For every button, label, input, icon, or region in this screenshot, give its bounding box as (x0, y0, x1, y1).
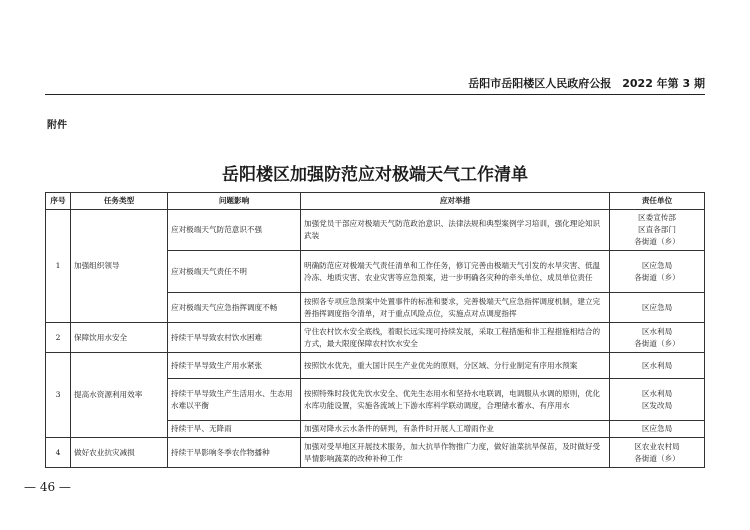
page-header: 岳阳市岳阳楼区人民政府公报 2022 年第 3 期 (45, 74, 705, 95)
work-list-table (45, 192, 705, 468)
unit-cell: 区水利局 区发改局 (610, 379, 705, 421)
row-number: 4 (46, 438, 71, 468)
unit-cell: 区委宣传部 区直各部门 各街道（乡） (610, 210, 705, 251)
column-header: 问题影响 (168, 193, 301, 210)
unit-cell: 区应急局 (610, 293, 705, 323)
impact-cell: 持续干旱、无降雨 (168, 421, 301, 438)
table-row (46, 210, 705, 251)
measure-cell: 守住农村饮水安全底线，着眼长远实现可持续发展，采取工程措施和非工程措施相结合的方式，最大限度保障农村饮水安全 (301, 323, 610, 353)
measure-cell: 按照饮水优先，重大国计民生产业优先的原则，分区域、分行业制定有序用水预案 (301, 353, 610, 379)
task-type: 做好农业抗灾减损 (71, 438, 168, 468)
table-header-row (46, 193, 705, 210)
impact-cell: 应对极端天气防范意识不强 (168, 210, 301, 251)
column-header: 任务类型 (71, 193, 168, 210)
impact-cell: 持续干旱导致生产用水紧张 (168, 353, 301, 379)
row-number: 1 (46, 210, 71, 323)
measure-cell: 加强对受旱地区开展技术服务，加大抗旱作物推广力度，做好油菜抗旱保苗，及时做好受旱情影响蔬菜的改种补种工作 (301, 438, 610, 468)
row-number: 3 (46, 353, 71, 438)
column-header: 序号 (46, 193, 71, 210)
task-type: 提高水资源利用效率 (71, 353, 168, 438)
impact-cell: 应对极端天气责任不明 (168, 251, 301, 293)
measure-cell: 明确防范应对极端天气责任清单和工作任务，修订完善由极端天气引发的水旱灾害、低温冷冻、地质灾害、农业灾害等应急预案，进一步明确各灾种的牵头单位、成员单位责任 (301, 251, 610, 293)
unit-cell: 区水利局 各街道（乡） (610, 323, 705, 353)
attachment-label: 附件 (47, 120, 67, 131)
document-title: 岳阳楼区加强防范应对极端天气工作清单 (222, 165, 528, 185)
measure-cell: 加强对降水云水条件的研判，有条件时开展人工增雨作业 (301, 421, 610, 438)
impact-cell: 应对极端天气应急指挥调度不畅 (168, 293, 301, 323)
task-type: 保障饮用水安全 (71, 323, 168, 353)
unit-cell: 区应急局 各街道（乡） (610, 251, 705, 293)
impact-cell: 持续干旱影响冬季农作物播种 (168, 438, 301, 468)
unit-cell: 区应急局 (610, 421, 705, 438)
unit-cell: 区农业农村局 各街道（乡） (610, 438, 705, 468)
table-row (46, 323, 705, 353)
table-row (46, 353, 705, 379)
impact-cell: 持续干旱导致生产生活用水、生态用水难以平衡 (168, 379, 301, 421)
column-header: 应对举措 (301, 193, 610, 210)
impact-cell: 持续干旱导致农村饮水困难 (168, 323, 301, 353)
page-number: — 46 — (24, 480, 71, 494)
measure-cell: 加强党员干部应对极端天气防范政治意识、法律法规和典型案例学习培训，强化理论知识武装 (301, 210, 610, 251)
row-number: 2 (46, 323, 71, 353)
unit-cell: 区水利局 (610, 353, 705, 379)
task-type: 加强组织领导 (71, 210, 168, 323)
measure-cell: 按照特殊时段优先饮水安全、优先生态用水和坚持水电联调，电调服从水调的原则，优化水库功能设置，实施各流域上下游水库科学联动调度，合理储水蓄水、有序用水 (301, 379, 610, 421)
column-header: 责任单位 (610, 193, 705, 210)
table-row (46, 438, 705, 468)
measure-cell: 按照各专项应急预案中处置事件的标准和要求，完善极端天气应急指挥调度机制，建立完善指挥调度指令清单，对于重点风险点位，实施点对点调度指挥 (301, 293, 610, 323)
